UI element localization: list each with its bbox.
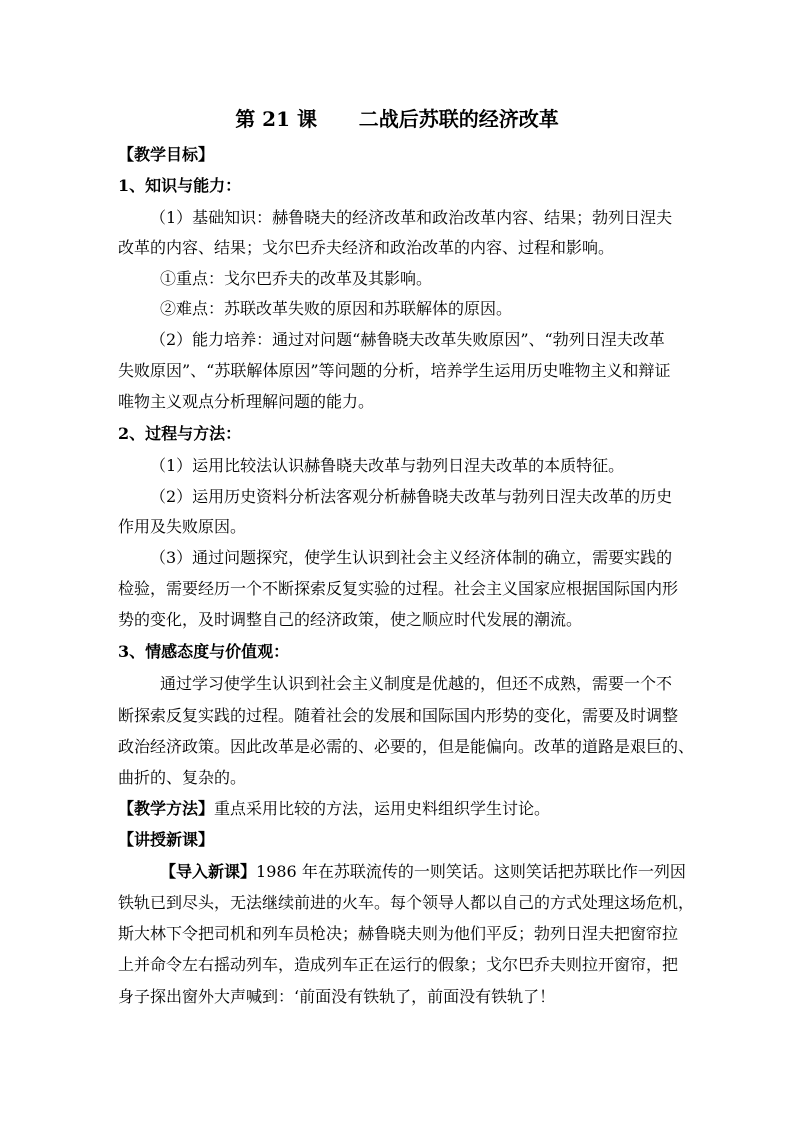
paragraph-line: 斯大林下令把司机和列车员枪决；赫鲁晓夫则为他们平反；勃列日涅夫把窗帘拉 [118, 924, 679, 943]
paragraph-line: 曲折的、复杂的。 [118, 768, 247, 787]
paragraph-line: 检验，需要经历一个不断探索反复实验的过程。社会主义国家应根据国际国内形 [118, 579, 679, 598]
paragraph-line: （2）能力培养：通过对问题“赫鲁晓夫改革失败原因”、“勃列日涅夫改革 [150, 330, 665, 349]
paragraph-line: 作用及失败原因。 [118, 517, 247, 536]
teaching-method-line [118, 798, 678, 820]
intro-text: 1986 年在苏联流传的一则笑话。这则笑话把苏联比作一列因 [256, 862, 686, 881]
paragraph-line: （1）基础知识：赫鲁晓夫的经济改革和政治改革内容、结果；勃列日涅夫 [150, 208, 673, 227]
paragraph-line: 身子探出窗外大声喊到：‘前面没有铁轨了，前面没有铁轨了！ [118, 987, 556, 1006]
paragraph-line: 上并命令左右摇动列车，造成列车正在运行的假象；戈尔巴乔夫则拉开窗帘，把 [118, 955, 679, 974]
intro-label: 【导入新课】 [160, 862, 257, 881]
teaching-method-label: 【教学方法】 [118, 799, 215, 818]
paragraph-line: （1）运用比较法认识赫鲁晓夫改革与勃列日涅夫改革的本质特征。 [150, 456, 625, 475]
paragraph-line: （2）运用历史资料分析法客观分析赫鲁晓夫改革与勃列日涅夫改革的历史 [150, 487, 673, 506]
key-point-line: ①重点：戈尔巴乔夫的改革及其影响。 [160, 269, 433, 288]
subheading-emotion-values: 3、情感态度与价值观： [118, 642, 290, 661]
teaching-method-text: 重点采用比较的方法，运用史料组织学生讨论。 [214, 799, 551, 818]
page-title: 第 21 课 二战后苏联的经济改革 [235, 107, 559, 131]
paragraph-line: 通过学习使学生认识到社会主义制度是优越的，但还不成熟，需要一个不 [160, 674, 673, 693]
paragraph-line: 断探索反复实践的过程。随着社会的发展和国际国内形势的变化，需要及时调整 [118, 706, 679, 725]
paragraph-line: 唯物主义观点分析理解问题的能力。 [118, 392, 375, 411]
section-heading-new-lesson: 【讲授新课】 [118, 830, 215, 849]
intro-line [160, 861, 720, 883]
paragraph-line: 失败原因”、“苏联解体原因”等问题的分析，培养学生运用历史唯物主义和辩证 [118, 361, 671, 380]
paragraph-line: 改革的内容、结果；戈尔巴乔夫经济和政治改革的内容、过程和影响。 [118, 238, 615, 257]
subheading-knowledge-ability: 1、知识与能力： [118, 176, 242, 195]
paragraph-line: 铁轨已到尽头，无法继续前进的火车。每个领导人都以自己的方式处理这场危机， [118, 893, 695, 912]
paragraph-line: 势的变化，及时调整自己的经济政策，使之顺应时代发展的潮流。 [118, 610, 583, 629]
section-heading-teaching-goals: 【教学目标】 [118, 145, 215, 164]
subheading-process-method: 2、过程与方法： [118, 424, 242, 443]
paragraph-line: 政治经济政策。因此改革是必需的、必要的，但是能偏向。改革的道路是艰巨的、 [118, 737, 695, 756]
difficult-point-line: ②难点：苏联改革失败的原因和苏联解体的原因。 [160, 299, 513, 318]
paragraph-line: （3）通过问题探究，使学生认识到社会主义经济体制的确立，需要实践的 [150, 548, 673, 567]
